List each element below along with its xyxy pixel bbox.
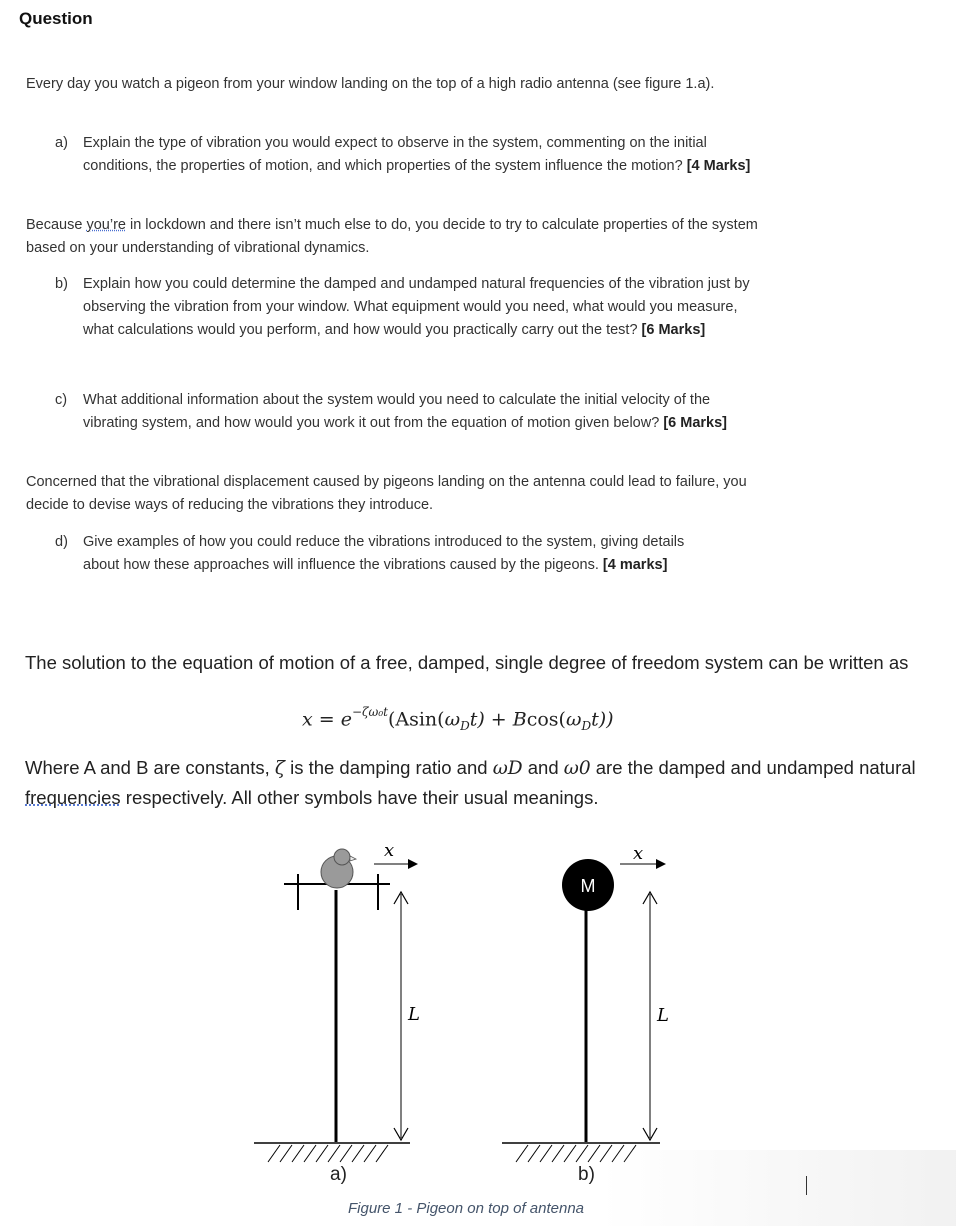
spellcheck-word: frequencies [25,787,121,808]
question-b-text: Explain how you could determine the damped and undamped natural frequencies of the vibration just by observing the vibration from your window. What equipment would you need, what would you measure, what calculations would you perform, and how would you practically carry out the test? [83,276,750,338]
question-d-marks: [4 marks] [602,557,668,573]
question-b-marks: [6 Marks] [641,322,706,338]
question-a [55,132,755,178]
mass-label: M [580,876,596,896]
length-label-a: L [408,1004,420,1025]
question-d-text: Give examples of how you could reduce the vibrations introduced to the system, giving details about how these approaches will influence the vibrations caused by the pigeons. [83,534,685,573]
question-c-label: c) [55,392,68,408]
text-cursor [806,1176,807,1195]
question-c [55,389,755,435]
question-a-label: a) [55,135,68,151]
pigeon-icon [321,849,356,888]
question-b [55,273,755,342]
question-d [55,531,755,577]
concern-paragraph: Concerned that the vibrational displacement caused by pigeons landing on the antenna could lead to failure, you decide to devise ways of reducing the vibrations they introduce. [26,474,747,513]
page-shadow [600,1150,956,1226]
question-d-label: d) [55,534,68,550]
solution-intro: The solution to the equation of motion of a free, damped, single degree of freedom system can be written as [25,652,909,673]
figure-1 [240,830,680,1200]
x-label-b: x [633,843,644,864]
figure-label-b: b) [578,1164,595,1185]
figure-caption: Figure 1 - Pigeon on top of antenna [348,1200,585,1217]
spellcheck-word: you’re [86,217,126,233]
intro-paragraph: Every day you watch a pigeon from your window landing on the top of a high radio antenna (see figure 1.a). [26,76,715,92]
length-label-b: L [657,1005,669,1026]
question-a-text: Explain the type of vibration you would expect to observe in the system, commenting on the initial conditions, the properties of motion, and which properties of the system influence the motion? [83,135,707,174]
equation-of-motion: $x = e^{-\zeta\omega_0t}(Asin(\omega_Dt) + Bcos(\omega_Dt))$ [302,705,614,734]
ground-hatching-a [268,1145,388,1162]
x-label-a: x [384,840,395,861]
antenna-diagram [254,840,420,1162]
model-diagram [502,843,669,1162]
question-a-marks: [4 Marks] [686,158,751,174]
question-c-marks: [6 Marks] [663,415,727,431]
lockdown-paragraph: Because you’re in lockdown and there isn’t much else to do, you decide to try to calculate properties of the system based on your understanding of vibrational dynamics. [26,217,758,256]
figure-label-a: a) [330,1164,347,1185]
question-heading: Question [19,9,93,28]
question-c-text: What additional information about the system would you need to calculate the initial velocity of the vibrating system, and how would you work it out from the equation of motion given below? [83,392,711,431]
question-b-label: b) [55,276,68,292]
where-paragraph: Where A and B are constants, ζ is the damping ratio and ωD and ω0 are the damped and undamped natural frequencies respectively. All other symbols have their usual meanings. [25,757,916,808]
